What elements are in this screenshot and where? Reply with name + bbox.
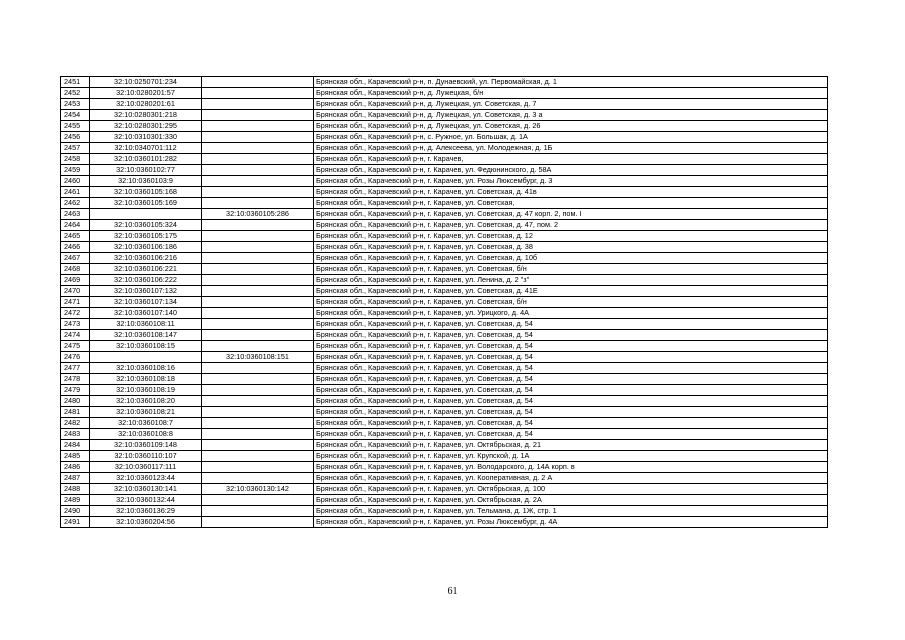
table-row: [61, 462, 828, 473]
cadastral-number-cell: 32:10:0360136:29: [90, 506, 202, 517]
table-row: [61, 253, 828, 264]
cadastral-number-cell: 32:10:0360108:7: [90, 418, 202, 429]
row-number-cell: 2482: [61, 418, 90, 429]
table-row: [61, 506, 828, 517]
row-number-cell: 2483: [61, 429, 90, 440]
cadastral-number-cell: 32:10:0360105:169: [90, 198, 202, 209]
linked-cadastral-number-cell: 32:10:0360108:151: [202, 352, 314, 363]
address-cell: Брянская обл., Карачевский р-н, г. Карачев, ул. Советская, д. 54: [314, 319, 828, 330]
row-number-cell: 2470: [61, 286, 90, 297]
row-number-cell: 2462: [61, 198, 90, 209]
table-row: [61, 198, 828, 209]
cadastral-number-cell: 32:10:0360108:147: [90, 330, 202, 341]
address-cell: Брянская обл., Карачевский р-н, д. Лужецкая, ул. Советская, д. 7: [314, 99, 828, 110]
linked-cadastral-number-cell: [202, 275, 314, 286]
linked-cadastral-number-cell: [202, 374, 314, 385]
row-number-cell: 2469: [61, 275, 90, 286]
linked-cadastral-number-cell: [202, 220, 314, 231]
linked-cadastral-number-cell: [202, 187, 314, 198]
table-row: [61, 88, 828, 99]
row-number-cell: 2484: [61, 440, 90, 451]
table-row: [61, 297, 828, 308]
address-cell: Брянская обл., Карачевский р-н, д. Алексеева, ул. Молодежная, д. 1Б: [314, 143, 828, 154]
cadastral-number-cell: 32:10:0360123:44: [90, 473, 202, 484]
address-cell: Брянская обл., Карачевский р-н, г. Карачев, ул. Советская, д. 41в: [314, 187, 828, 198]
table-row: [61, 341, 828, 352]
row-number-cell: 2477: [61, 363, 90, 374]
table-row: [61, 352, 828, 363]
linked-cadastral-number-cell: [202, 363, 314, 374]
address-cell: Брянская обл., Карачевский р-н, г. Карачев, ул. Октябрьская, д. 2А: [314, 495, 828, 506]
table-row: [61, 385, 828, 396]
row-number-cell: 2485: [61, 451, 90, 462]
linked-cadastral-number-cell: [202, 165, 314, 176]
cadastral-number-cell: 32:10:0340701:112: [90, 143, 202, 154]
table-row: [61, 132, 828, 143]
linked-cadastral-number-cell: [202, 429, 314, 440]
cadastral-number-cell: 32:10:0360105:175: [90, 231, 202, 242]
table-row: [61, 242, 828, 253]
address-cell: Брянская обл., Карачевский р-н, с. Ружное, ул. Большак, д. 1А: [314, 132, 828, 143]
table-row: [61, 121, 828, 132]
cadastral-number-cell: 32:10:0360108:15: [90, 341, 202, 352]
address-cell: Брянская обл., Карачевский р-н, г. Карачев, ул. Ленина, д. 2 "з": [314, 275, 828, 286]
address-cell: Брянская обл., Карачевский р-н, д. Лужецкая, ул. Советская, д. 26: [314, 121, 828, 132]
address-cell: Брянская обл., Карачевский р-н, г. Карачев, ул. Федюнинского, д. 58А: [314, 165, 828, 176]
linked-cadastral-number-cell: [202, 297, 314, 308]
cadastral-number-cell: 32:10:0360130:141: [90, 484, 202, 495]
table-row: [61, 176, 828, 187]
cadastral-number-cell: 32:10:0360109:148: [90, 440, 202, 451]
table-row: [61, 209, 828, 220]
linked-cadastral-number-cell: [202, 132, 314, 143]
table-row: [61, 231, 828, 242]
row-number-cell: 2464: [61, 220, 90, 231]
linked-cadastral-number-cell: [202, 121, 314, 132]
linked-cadastral-number-cell: [202, 253, 314, 264]
table-row: [61, 77, 828, 88]
address-cell: Брянская обл., Карачевский р-н, г. Карачев, ул. Советская, д. 47 корп. 2, пом. I: [314, 209, 828, 220]
address-cell: Брянская обл., Карачевский р-н, г. Карачев, ул. Советская, д. 10б: [314, 253, 828, 264]
row-number-cell: 2479: [61, 385, 90, 396]
linked-cadastral-number-cell: [202, 264, 314, 275]
address-cell: Брянская обл., Карачевский р-н, г. Карачев, ул. Советская, д. 54: [314, 385, 828, 396]
cadastral-number-cell: 32:10:0360105:324: [90, 220, 202, 231]
linked-cadastral-number-cell: [202, 330, 314, 341]
row-number-cell: 2458: [61, 154, 90, 165]
row-number-cell: 2471: [61, 297, 90, 308]
linked-cadastral-number-cell: [202, 418, 314, 429]
linked-cadastral-number-cell: [202, 99, 314, 110]
cadastral-number-cell: 32:10:0360106:222: [90, 275, 202, 286]
cadastral-number-cell: 32:10:0360108:16: [90, 363, 202, 374]
row-number-cell: 2490: [61, 506, 90, 517]
row-number-cell: 2481: [61, 407, 90, 418]
page-number: 61: [447, 586, 458, 597]
linked-cadastral-number-cell: [202, 473, 314, 484]
address-cell: Брянская обл., Карачевский р-н, г. Карачев, ул. Советская,: [314, 198, 828, 209]
address-cell: Брянская обл., Карачевский р-н, г. Карачев, ул. Советская, д. 54: [314, 407, 828, 418]
cadastral-number-cell: 32:10:0360117:111: [90, 462, 202, 473]
address-cell: Брянская обл., Карачевский р-н, г. Карачев, ул. Советская, б/н: [314, 297, 828, 308]
address-cell: Брянская обл., Карачевский р-н, г. Карачев, ул. Октябрьская, д. 21: [314, 440, 828, 451]
address-cell: Брянская обл., Карачевский р-н, г. Карачев, ул. Советская, д. 54: [314, 330, 828, 341]
row-number-cell: 2488: [61, 484, 90, 495]
address-cell: Брянская обл., Карачевский р-н, г. Карачев, ул. Советская, б/н: [314, 264, 828, 275]
cadastral-number-cell: [90, 209, 202, 220]
address-cell: Брянская обл., Карачевский р-н, г. Карачев, ул. Советская, д. 54: [314, 429, 828, 440]
row-number-cell: 2468: [61, 264, 90, 275]
cadastral-number-cell: 32:10:0360106:216: [90, 253, 202, 264]
table-row: [61, 407, 828, 418]
linked-cadastral-number-cell: 32:10:0360105:286: [202, 209, 314, 220]
table-row: [61, 308, 828, 319]
address-cell: Брянская обл., Карачевский р-н, г. Карачев, ул. Розы Люксембург, д. 3: [314, 176, 828, 187]
address-cell: Брянская обл., Карачевский р-н, д. Лужецкая, ул. Советская, д. 3 а: [314, 110, 828, 121]
linked-cadastral-number-cell: [202, 440, 314, 451]
cadastral-number-cell: [90, 352, 202, 363]
row-number-cell: 2487: [61, 473, 90, 484]
linked-cadastral-number-cell: [202, 506, 314, 517]
table-row: [61, 330, 828, 341]
table-row: [61, 110, 828, 121]
table-row: [61, 517, 828, 528]
row-number-cell: 2467: [61, 253, 90, 264]
address-cell: Брянская обл., Карачевский р-н, г. Карачев, ул. Урицкого, д. 4А: [314, 308, 828, 319]
cadastral-number-cell: 32:10:0360107:132: [90, 286, 202, 297]
table-row: [61, 286, 828, 297]
property-table-body: [61, 77, 828, 528]
linked-cadastral-number-cell: [202, 451, 314, 462]
linked-cadastral-number-cell: [202, 176, 314, 187]
cadastral-number-cell: 32:10:0280201:57: [90, 88, 202, 99]
row-number-cell: 2474: [61, 330, 90, 341]
cadastral-number-cell: 32:10:0250701:234: [90, 77, 202, 88]
row-number-cell: 2465: [61, 231, 90, 242]
row-number-cell: 2480: [61, 396, 90, 407]
cadastral-number-cell: 32:10:0360108:11: [90, 319, 202, 330]
row-number-cell: 2460: [61, 176, 90, 187]
cadastral-number-cell: 32:10:0360107:134: [90, 297, 202, 308]
address-cell: Брянская обл., Карачевский р-н, г. Карачев, ул. Советская, д. 47, пом. 2: [314, 220, 828, 231]
table-row: [61, 187, 828, 198]
cadastral-number-cell: 32:10:0280301:295: [90, 121, 202, 132]
table-row: [61, 319, 828, 330]
row-number-cell: 2451: [61, 77, 90, 88]
linked-cadastral-number-cell: [202, 231, 314, 242]
table-row: [61, 220, 828, 231]
linked-cadastral-number-cell: [202, 198, 314, 209]
address-cell: Брянская обл., Карачевский р-н, г. Карачев, ул. Крупской, д. 1А: [314, 451, 828, 462]
linked-cadastral-number-cell: [202, 77, 314, 88]
table-row: [61, 440, 828, 451]
row-number-cell: 2463: [61, 209, 90, 220]
linked-cadastral-number-cell: [202, 143, 314, 154]
linked-cadastral-number-cell: [202, 286, 314, 297]
linked-cadastral-number-cell: [202, 110, 314, 121]
row-number-cell: 2475: [61, 341, 90, 352]
linked-cadastral-number-cell: [202, 396, 314, 407]
linked-cadastral-number-cell: [202, 385, 314, 396]
cadastral-number-cell: 32:10:0360204:56: [90, 517, 202, 528]
row-number-cell: 2486: [61, 462, 90, 473]
linked-cadastral-number-cell: [202, 517, 314, 528]
address-cell: Брянская обл., Карачевский р-н, г. Карачев, ул. Тельмана, д. 1Ж, стр. 1: [314, 506, 828, 517]
table-row: [61, 495, 828, 506]
address-cell: Брянская обл., Карачевский р-н, д. Лужецкая, б/н: [314, 88, 828, 99]
table-row: [61, 396, 828, 407]
address-cell: Брянская обл., Карачевский р-н, г. Карачев, ул. Советская, д. 54: [314, 363, 828, 374]
row-number-cell: 2461: [61, 187, 90, 198]
table-row: [61, 451, 828, 462]
linked-cadastral-number-cell: [202, 242, 314, 253]
cadastral-number-cell: 32:10:0280201:61: [90, 99, 202, 110]
linked-cadastral-number-cell: [202, 154, 314, 165]
cadastral-number-cell: 32:10:0360103:9: [90, 176, 202, 187]
address-cell: Брянская обл., Карачевский р-н, г. Карачев,: [314, 154, 828, 165]
address-cell: Брянская обл., Карачевский р-н, п. Дунаевский, ул. Первомайская, д. 1: [314, 77, 828, 88]
address-cell: Брянская обл., Карачевский р-н, г. Карачев, ул. Советская, д. 38: [314, 242, 828, 253]
linked-cadastral-number-cell: [202, 88, 314, 99]
address-cell: Брянская обл., Карачевский р-н, г. Карачев, ул. Октябрьская, д. 100: [314, 484, 828, 495]
table-row: [61, 363, 828, 374]
linked-cadastral-number-cell: [202, 495, 314, 506]
cadastral-number-cell: 32:10:0360108:21: [90, 407, 202, 418]
cadastral-number-cell: 32:10:0280301:218: [90, 110, 202, 121]
linked-cadastral-number-cell: [202, 462, 314, 473]
property-table: [60, 76, 828, 528]
cadastral-number-cell: 32:10:0360106:221: [90, 264, 202, 275]
address-cell: Брянская обл., Карачевский р-н, г. Карачев, ул. Советская, д. 54: [314, 352, 828, 363]
address-cell: Брянская обл., Карачевский р-н, г. Карачев, ул. Советская, д. 41Е: [314, 286, 828, 297]
cadastral-number-cell: 32:10:0360102:77: [90, 165, 202, 176]
row-number-cell: 2454: [61, 110, 90, 121]
table-row: [61, 154, 828, 165]
cadastral-number-cell: 32:10:0360101:282: [90, 154, 202, 165]
cadastral-number-cell: 32:10:0360105:168: [90, 187, 202, 198]
cadastral-number-cell: 32:10:0360106:186: [90, 242, 202, 253]
linked-cadastral-number-cell: [202, 341, 314, 352]
linked-cadastral-number-cell: 32:10:0360130:142: [202, 484, 314, 495]
row-number-cell: 2491: [61, 517, 90, 528]
row-number-cell: 2466: [61, 242, 90, 253]
table-row: [61, 418, 828, 429]
linked-cadastral-number-cell: [202, 308, 314, 319]
row-number-cell: 2453: [61, 99, 90, 110]
linked-cadastral-number-cell: [202, 407, 314, 418]
row-number-cell: 2456: [61, 132, 90, 143]
row-number-cell: 2478: [61, 374, 90, 385]
address-cell: Брянская обл., Карачевский р-н, г. Карачев, ул. Розы Люксембург, д. 4А: [314, 517, 828, 528]
address-cell: Брянская обл., Карачевский р-н, г. Карачев, ул. Кооперативная, д. 2 А: [314, 473, 828, 484]
address-cell: Брянская обл., Карачевский р-н, г. Карачев, ул. Советская, д. 54: [314, 341, 828, 352]
cadastral-number-cell: 32:10:0360107:140: [90, 308, 202, 319]
address-cell: Брянская обл., Карачевский р-н, г. Карачев, ул. Советская, д. 54: [314, 396, 828, 407]
table-row: [61, 484, 828, 495]
table-row: [61, 99, 828, 110]
table-row: [61, 143, 828, 154]
address-cell: Брянская обл., Карачевский р-н, г. Карачев, ул. Советская, д. 54: [314, 418, 828, 429]
cadastral-number-cell: 32:10:0360110:107: [90, 451, 202, 462]
address-cell: Брянская обл., Карачевский р-н, г. Карачев, ул. Володарского, д. 14А корп. в: [314, 462, 828, 473]
cadastral-number-cell: 32:10:0310301:330: [90, 132, 202, 143]
row-number-cell: 2472: [61, 308, 90, 319]
row-number-cell: 2476: [61, 352, 90, 363]
table-row: [61, 374, 828, 385]
address-cell: Брянская обл., Карачевский р-н, г. Карачев, ул. Советская, д. 54: [314, 374, 828, 385]
row-number-cell: 2473: [61, 319, 90, 330]
cadastral-number-cell: 32:10:0360108:20: [90, 396, 202, 407]
table-row: [61, 165, 828, 176]
row-number-cell: 2457: [61, 143, 90, 154]
address-cell: Брянская обл., Карачевский р-н, г. Карачев, ул. Советская, д. 12: [314, 231, 828, 242]
cadastral-number-cell: 32:10:0360108:8: [90, 429, 202, 440]
table-row: [61, 429, 828, 440]
linked-cadastral-number-cell: [202, 319, 314, 330]
cadastral-number-cell: 32:10:0360108:19: [90, 385, 202, 396]
cadastral-number-cell: 32:10:0360132:44: [90, 495, 202, 506]
row-number-cell: 2489: [61, 495, 90, 506]
table-row: [61, 473, 828, 484]
row-number-cell: 2459: [61, 165, 90, 176]
row-number-cell: 2455: [61, 121, 90, 132]
table-row: [61, 264, 828, 275]
cadastral-number-cell: 32:10:0360108:18: [90, 374, 202, 385]
table-row: [61, 275, 828, 286]
row-number-cell: 2452: [61, 88, 90, 99]
